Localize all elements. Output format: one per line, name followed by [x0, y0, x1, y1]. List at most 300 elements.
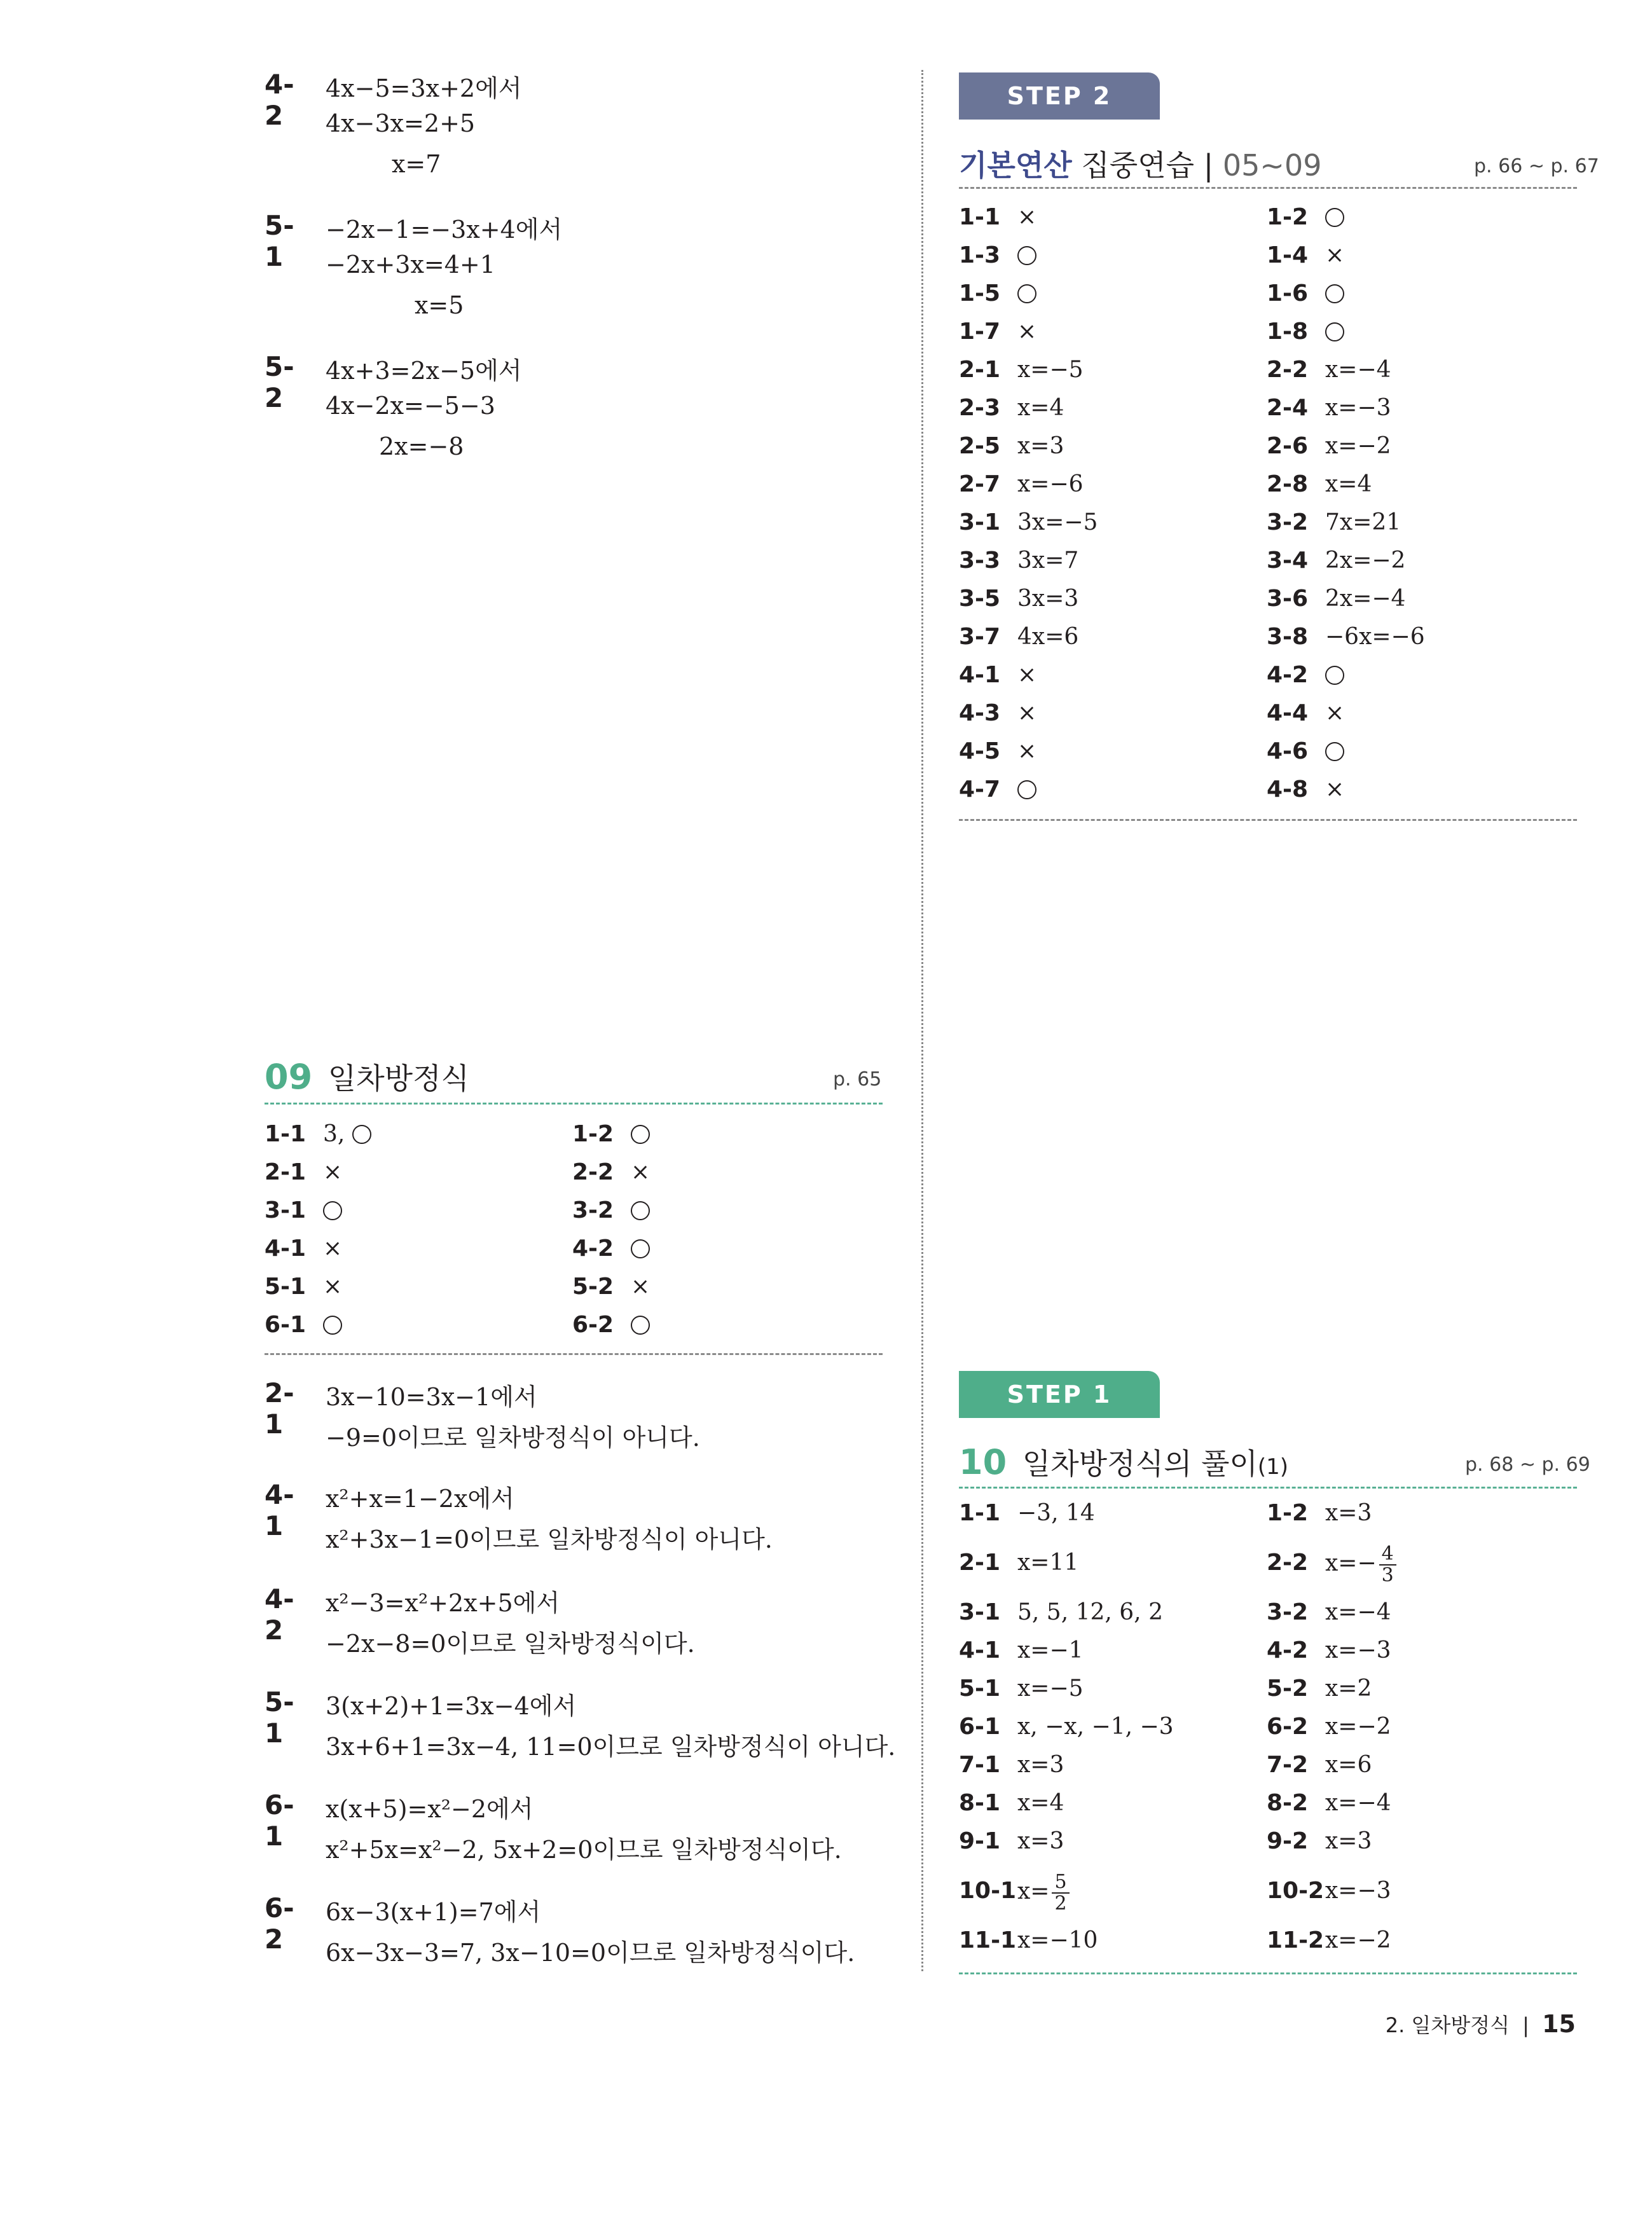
answer-value	[1017, 618, 1078, 656]
circle-mark-icon	[631, 1239, 650, 1258]
problem-id: 4-1	[265, 1479, 294, 1541]
answer-value	[323, 1192, 342, 1230]
answer-item	[959, 542, 1079, 580]
circle-mark-icon	[631, 1316, 650, 1335]
answer-item	[1267, 1784, 1391, 1822]
answer-item	[1267, 733, 1308, 771]
answer-value	[1325, 1872, 1391, 1910]
answer-value	[1017, 351, 1084, 389]
answer-text: ×	[1017, 319, 1037, 345]
answer-item	[959, 1593, 1163, 1632]
section-10-bottom-divider	[959, 1972, 1577, 1974]
circle-mark-icon	[323, 1201, 342, 1220]
answer-item	[265, 1153, 343, 1192]
answer-text: x, −x, −1, −3	[1017, 1714, 1174, 1740]
answer-id: 6-1	[959, 1714, 1001, 1740]
answer-id: 9-2	[1267, 1828, 1309, 1854]
answer-item	[959, 1708, 1174, 1746]
answer-item	[1267, 351, 1391, 389]
section-09-title-text: 일차방정식	[327, 1061, 469, 1096]
answer-value	[1017, 1746, 1064, 1784]
step1-badge: STEP 1	[959, 1371, 1160, 1418]
answer-item	[959, 313, 1037, 351]
answer-id: 4-6	[1267, 738, 1309, 764]
answer-value	[1325, 733, 1344, 771]
page-footer	[1386, 2009, 1576, 2039]
answer-item	[265, 1306, 306, 1344]
answer-text: ×	[323, 1159, 343, 1185]
answer-value	[1325, 465, 1372, 504]
answer-value	[1325, 389, 1391, 427]
answer-value	[323, 1115, 371, 1153]
answer-item	[265, 1230, 343, 1268]
answer-id: 4-1	[959, 662, 1001, 688]
answer-text: ×	[1017, 662, 1037, 688]
answer-id: 4-3	[959, 700, 1001, 726]
answer-item	[959, 351, 1084, 389]
answer-item	[959, 1822, 1064, 1861]
section-09-page-ref: p. 65	[833, 1068, 882, 1091]
solution-line: x²+5x=x²−2, 5x+2=0이므로 일차방정식이다.	[326, 1836, 842, 1864]
answer-id: 5-2	[572, 1274, 614, 1300]
answer-id: 3-3	[959, 547, 1001, 574]
answer-item	[959, 389, 1064, 427]
step2-badge: STEP 2	[959, 72, 1160, 120]
answer-value	[1017, 465, 1084, 504]
answer-text: x=2	[1325, 1676, 1372, 1702]
fraction-denominator: 2	[1054, 1892, 1067, 1915]
answer-item	[959, 1670, 1084, 1708]
answer-id: 8-1	[959, 1790, 1001, 1816]
answer-text: 3x=−5	[1017, 509, 1098, 535]
answer-value	[1325, 1593, 1391, 1632]
fraction-numerator: 4	[1379, 1544, 1396, 1566]
answer-value	[1017, 427, 1064, 465]
answer-value	[1325, 1822, 1372, 1861]
answer-item	[959, 198, 1037, 237]
solution-line: x=5	[415, 291, 464, 319]
answer-item	[1267, 618, 1425, 656]
answer-id: 1-1	[959, 1500, 1001, 1526]
answer-item	[959, 237, 1000, 275]
footer-separator: |	[1522, 2013, 1529, 2037]
answer-text: x=3	[1017, 433, 1064, 459]
answer-value	[1325, 275, 1344, 313]
answer-id: 11-1	[959, 1927, 1017, 1953]
answer-value	[1017, 275, 1036, 313]
answer-value	[1017, 1784, 1064, 1822]
answer-text: 2x=−4	[1325, 586, 1406, 612]
answer-text	[1325, 319, 1344, 345]
answer-id: 2-2	[572, 1159, 614, 1185]
answer-value	[1325, 198, 1344, 237]
answer-text: x=−2	[1325, 1927, 1391, 1953]
circle-mark-icon	[631, 1125, 650, 1144]
answer-id: 4-1	[959, 1637, 1001, 1663]
section-10-divider	[959, 1487, 1577, 1489]
answer-id: 3-2	[572, 1197, 614, 1223]
answer-id: 2-5	[959, 433, 1001, 459]
step2-title-range: 05~09	[1222, 148, 1322, 182]
answer-value	[1325, 656, 1344, 694]
answer-text: x=−1	[1017, 1637, 1084, 1663]
answer-text	[1017, 776, 1036, 802]
problem-id: 4-2	[265, 69, 294, 131]
answer-value	[631, 1192, 650, 1230]
answer-item	[572, 1192, 614, 1230]
step2-bottom-divider	[959, 819, 1577, 821]
answer-value	[1017, 542, 1078, 580]
answer-item	[959, 656, 1037, 694]
answer-text: x=−2	[1325, 433, 1391, 459]
solution-line: −9=0이므로 일차방정식이 아니다.	[326, 1424, 700, 1452]
answer-value	[1325, 1784, 1391, 1822]
answer-text: x=−	[1325, 1550, 1377, 1576]
problem-id: 6-1	[265, 1789, 294, 1852]
answer-item	[265, 1115, 352, 1153]
fraction	[1052, 1872, 1069, 1914]
problem-id: 5-2	[265, 351, 294, 413]
answer-item	[1267, 504, 1401, 542]
answer-value	[323, 1268, 342, 1306]
answer-text	[631, 1235, 650, 1262]
answer-text: 3,	[323, 1121, 371, 1147]
solution-line: 4x+3=2x−5에서	[326, 357, 522, 385]
answer-value	[1325, 542, 1405, 580]
answer-value	[1017, 656, 1036, 694]
section-10-page-ref: p. 68 ~ p. 69	[1465, 1454, 1590, 1476]
answer-id: 5-1	[265, 1274, 306, 1300]
answer-item	[1267, 694, 1345, 733]
answer-item	[1267, 656, 1308, 694]
answer-item	[959, 1494, 1095, 1532]
answer-item	[1267, 1872, 1391, 1910]
answer-text: x=−4	[1325, 1790, 1391, 1816]
circle-mark-icon	[1325, 208, 1344, 227]
answer-text	[631, 1121, 650, 1147]
answer-item	[959, 427, 1064, 465]
answer-value	[1017, 1922, 1098, 1960]
step2-divider	[959, 187, 1577, 189]
answer-value	[1325, 313, 1344, 351]
answer-value	[1017, 733, 1036, 771]
answer-text	[1325, 204, 1344, 230]
circle-mark-icon	[352, 1125, 371, 1144]
answer-text: x=3	[1017, 1752, 1064, 1778]
answer-id: 1-1	[265, 1121, 306, 1147]
answer-item	[572, 1268, 650, 1306]
answer-id: 2-2	[1267, 1550, 1309, 1576]
answer-value	[1325, 1544, 1396, 1586]
answer-item	[959, 1922, 1098, 1960]
answer-text: x=−3	[1325, 1637, 1391, 1663]
answer-value	[1017, 1822, 1064, 1861]
answer-text: x=11	[1017, 1550, 1079, 1576]
section-09-title	[265, 1056, 469, 1098]
answer-text: x=3	[1017, 1828, 1064, 1854]
section-09-bottom-divider	[265, 1353, 883, 1355]
answer-value	[1017, 1494, 1095, 1532]
answer-item	[572, 1153, 650, 1192]
answer-value	[1017, 1593, 1163, 1632]
answer-item	[959, 694, 1037, 733]
answer-text	[1325, 280, 1344, 306]
answer-id: 4-8	[1267, 776, 1309, 802]
solution-line: x²+x=1−2x에서	[326, 1485, 514, 1513]
answer-value	[1017, 694, 1036, 733]
answer-text: ×	[631, 1274, 650, 1300]
answer-id: 5-1	[959, 1676, 1001, 1702]
answer-text: 3x=3	[1017, 586, 1079, 612]
answer-text: ×	[631, 1159, 650, 1185]
answer-id: 1-5	[959, 280, 1001, 306]
answer-value	[1017, 237, 1036, 275]
answer-value	[1017, 1544, 1078, 1582]
answer-value	[1017, 1872, 1070, 1914]
answer-id: 2-4	[1267, 395, 1309, 421]
answer-value	[1017, 504, 1098, 542]
answer-text: x=−4	[1325, 1599, 1391, 1625]
answer-value	[1325, 427, 1391, 465]
answer-item	[959, 1746, 1064, 1784]
answer-id: 2-3	[959, 395, 1001, 421]
answer-item	[959, 465, 1084, 504]
answer-item	[1267, 1543, 1394, 1586]
answer-text	[631, 1312, 650, 1338]
answer-value	[1325, 504, 1401, 542]
solution-line: 2x=−8	[379, 432, 464, 460]
answer-text	[631, 1197, 650, 1223]
answer-value	[1325, 1632, 1391, 1670]
answer-item	[1267, 427, 1391, 465]
answer-id: 4-2	[1267, 1637, 1309, 1663]
answer-id: 1-2	[572, 1121, 614, 1147]
answer-text: −6x=−6	[1325, 624, 1425, 650]
answer-value	[1325, 694, 1344, 733]
answer-item	[1267, 1746, 1372, 1784]
answer-id: 6-2	[572, 1312, 614, 1338]
answer-value	[1325, 771, 1344, 809]
answer-item	[1267, 237, 1345, 275]
answer-id: 4-1	[265, 1235, 306, 1262]
answer-item	[1267, 580, 1406, 618]
answer-id: 1-3	[959, 242, 1001, 268]
answer-id: 1-7	[959, 319, 1001, 345]
answer-text: x=6	[1325, 1752, 1372, 1778]
answer-id: 10-2	[1267, 1878, 1325, 1904]
page-number: 15	[1542, 2010, 1576, 2038]
answer-text: ×	[1325, 700, 1345, 726]
answer-value	[631, 1268, 650, 1306]
answer-id: 2-7	[959, 471, 1001, 497]
answer-text: x=−10	[1017, 1927, 1098, 1953]
answer-text	[1325, 662, 1344, 688]
fraction-denominator: 3	[1381, 1564, 1394, 1586]
answer-value	[1325, 351, 1391, 389]
answer-item	[265, 1192, 306, 1230]
solution-line: 3x+6+1=3x−4, 11=0이므로 일차방정식이 아니다.	[326, 1733, 896, 1761]
circle-mark-icon	[323, 1316, 342, 1335]
answer-text: −3, 14	[1017, 1500, 1095, 1526]
answer-text: ×	[1017, 738, 1037, 764]
answer-item	[959, 733, 1037, 771]
answer-value	[631, 1230, 650, 1268]
answer-id: 1-2	[1267, 1500, 1309, 1526]
answer-id: 1-2	[1267, 204, 1309, 230]
step2-title	[959, 142, 1321, 184]
answer-item	[1267, 313, 1308, 351]
circle-mark-icon	[1325, 666, 1344, 685]
solution-line: x=7	[392, 150, 441, 178]
answer-id: 7-2	[1267, 1752, 1309, 1778]
solution-line: 4x−5=3x+2에서	[326, 74, 522, 102]
answer-id: 3-1	[959, 509, 1001, 535]
answer-item	[1267, 1922, 1391, 1960]
answer-value	[1017, 580, 1078, 618]
solution-line: −2x−1=−3x+4에서	[326, 216, 563, 244]
section-10-number: 10	[959, 1442, 1007, 1482]
answer-text: x=−4	[1325, 357, 1391, 383]
answer-text	[1017, 280, 1036, 306]
answer-text: x=−6	[1017, 471, 1084, 497]
answer-value	[631, 1306, 650, 1344]
answer-item	[265, 1268, 343, 1306]
solution-line: 4x−2x=−5−3	[326, 392, 495, 420]
answer-id: 3-2	[1267, 1599, 1309, 1625]
fraction-numerator: 5	[1052, 1872, 1069, 1894]
answer-text	[323, 1312, 342, 1338]
answer-text: ×	[1325, 242, 1345, 268]
solution-line: x(x+5)=x²−2에서	[326, 1795, 533, 1823]
solution-line: 3x−10=3x−1에서	[326, 1383, 537, 1411]
answer-id: 1-4	[1267, 242, 1309, 268]
section-10-title	[959, 1441, 1288, 1483]
circle-mark-icon	[1325, 322, 1344, 341]
answer-id: 3-7	[959, 624, 1001, 650]
answer-text: x=−2	[1325, 1714, 1391, 1740]
problem-id: 6-2	[265, 1892, 294, 1955]
answer-item	[572, 1230, 614, 1268]
answer-item	[572, 1115, 614, 1153]
answer-value	[1017, 198, 1036, 237]
section-09-number: 09	[265, 1057, 313, 1097]
answer-item	[572, 1306, 614, 1344]
answer-value	[323, 1306, 342, 1344]
answer-value	[631, 1153, 650, 1192]
step2-page-ref: p. 66 ~ p. 67	[1474, 155, 1599, 177]
answer-text: x=4	[1017, 1790, 1064, 1816]
answer-id: 2-1	[959, 357, 1001, 383]
answer-item	[1267, 771, 1345, 809]
answer-value	[1017, 1632, 1084, 1670]
answer-id: 4-2	[1267, 662, 1309, 688]
answer-id: 1-1	[959, 204, 1001, 230]
answer-text: 2x=−2	[1325, 547, 1406, 574]
answer-id: 8-2	[1267, 1790, 1309, 1816]
answer-value	[1017, 1670, 1084, 1708]
answer-id: 10-1	[959, 1878, 1017, 1904]
circle-mark-icon	[1325, 742, 1344, 761]
answer-text: 5, 5, 12, 6, 2	[1017, 1599, 1163, 1625]
step2-title-separator: |	[1203, 148, 1214, 182]
answer-id: 3-1	[959, 1599, 1001, 1625]
problem-id: 4-2	[265, 1583, 294, 1646]
step2-title-bold: 기본연산	[959, 148, 1072, 182]
circle-mark-icon	[1325, 284, 1344, 303]
answer-item	[959, 580, 1079, 618]
circle-mark-icon	[1017, 780, 1036, 799]
solution-line: 6x−3(x+1)=7에서	[326, 1898, 541, 1926]
answer-item	[1267, 1708, 1391, 1746]
step2-title-rest: 집중연습	[1081, 148, 1195, 182]
answer-value	[1017, 313, 1036, 351]
answer-item	[1267, 1670, 1372, 1708]
answer-item	[959, 1871, 1067, 1915]
answer-item	[959, 1632, 1084, 1670]
answer-value	[1325, 237, 1344, 275]
answer-value	[1325, 1494, 1372, 1532]
footer-chapter: 2. 일차방정식	[1385, 2013, 1510, 2037]
fraction	[1379, 1544, 1396, 1586]
section-10-title-suffix: (1)	[1257, 1454, 1289, 1480]
answer-item	[1267, 389, 1391, 427]
answer-id: 3-6	[1267, 586, 1309, 612]
answer-id: 2-1	[959, 1550, 1001, 1576]
answer-id: 4-5	[959, 738, 1001, 764]
answer-text: 4x=6	[1017, 624, 1079, 650]
answer-item	[1267, 1494, 1372, 1532]
answer-text: x=−5	[1017, 357, 1084, 383]
answer-value	[1017, 771, 1036, 809]
solution-line: −2x−8=0이므로 일차방정식이다.	[326, 1630, 695, 1658]
answer-id: 7-1	[959, 1752, 1001, 1778]
answer-id: 2-6	[1267, 433, 1309, 459]
solution-line: x²+3x−1=0이므로 일차방정식이 아니다.	[326, 1525, 773, 1553]
answer-item	[959, 275, 1000, 313]
answer-value	[1325, 1746, 1372, 1784]
answer-text: x=−5	[1017, 1676, 1084, 1702]
answer-id: 4-7	[959, 776, 1001, 802]
answer-id: 3-1	[265, 1197, 306, 1223]
answer-id: 2-1	[265, 1159, 306, 1185]
answer-text: 7x=21	[1325, 509, 1401, 535]
column-divider	[921, 70, 923, 1971]
answer-value	[1325, 580, 1405, 618]
answer-id: 2-8	[1267, 471, 1309, 497]
solution-line: 3(x+2)+1=3x−4에서	[326, 1692, 577, 1720]
answer-text: x=−3	[1325, 1878, 1391, 1904]
answer-item	[959, 1544, 1079, 1582]
answer-value	[1325, 618, 1425, 656]
answer-text: x=3	[1325, 1828, 1372, 1854]
answer-id: 9-1	[959, 1828, 1001, 1854]
answer-id: 3-8	[1267, 624, 1309, 650]
answer-item	[1267, 275, 1308, 313]
answer-id: 3-5	[959, 586, 1001, 612]
problem-id: 2-1	[265, 1377, 294, 1440]
answer-item	[1267, 198, 1308, 237]
answer-value	[323, 1230, 342, 1268]
answer-text	[1325, 738, 1344, 764]
solution-line: 6x−3x−3=7, 3x−10=0이므로 일차방정식이다.	[326, 1939, 855, 1967]
answer-value	[1325, 1708, 1391, 1746]
answer-id: 6-2	[1267, 1714, 1309, 1740]
circle-mark-icon	[631, 1201, 650, 1220]
answer-id: 5-2	[1267, 1676, 1309, 1702]
answer-text: x=4	[1325, 471, 1372, 497]
answer-text: x=3	[1325, 1500, 1372, 1526]
answer-text: x=−3	[1325, 395, 1391, 421]
